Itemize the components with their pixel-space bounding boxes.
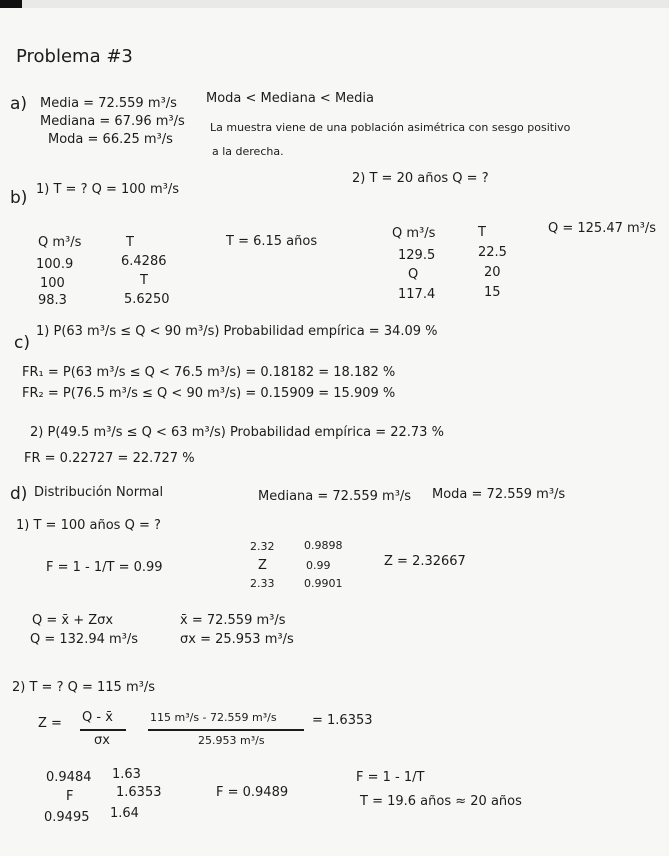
f-table-row2-z: 1.6353 [116, 785, 162, 800]
c1-probability: 1) P(63 m³/s ≤ Q < 90 m³/s) Probabilidad empírica = 34.09 % [36, 324, 438, 339]
d-moda: Moda = 72.559 m³/s [432, 487, 566, 502]
xbar-value: x̄ = 72.559 m³/s [180, 613, 286, 628]
z-table-row2-f: 0.99 [306, 559, 331, 572]
d-heading: Distribución Normal [34, 485, 164, 500]
b1-row2-q: 100 [40, 276, 65, 291]
z-result: Z = 2.32667 [384, 554, 466, 569]
b2-header: 2) T = 20 años Q = ? [352, 171, 489, 186]
d1-f-equation: F = 1 - 1/T = 0.99 [46, 560, 163, 575]
d-mediana: Mediana = 72.559 m³/s [258, 489, 412, 504]
f-result: F = 0.9489 [216, 785, 289, 800]
f-table-row1-f: 0.9484 [46, 770, 92, 785]
c2-probability: 2) P(49.5 m³/s ≤ Q < 63 m³/s) Probabilidad empírica = 22.73 % [30, 425, 444, 440]
b2-result: Q = 125.47 m³/s [548, 221, 657, 236]
ink-mark [0, 0, 22, 8]
sigma-value: σx = 25.953 m³/s [180, 632, 294, 647]
asymmetry-note-line2: a la derecha. [212, 145, 284, 158]
b2-row1-t: 22.5 [478, 245, 507, 260]
d2-header: 2) T = ? Q = 115 m³/s [12, 680, 155, 695]
b1-row1-q: 100.9 [36, 257, 74, 272]
page-top-edge [0, 0, 669, 8]
z-eq-denominator: σx [94, 733, 110, 748]
b1-result: T = 6.15 años [226, 234, 318, 249]
t-result: T = 19.6 años ≈ 20 años [360, 794, 522, 809]
b2-row2-q: Q [408, 267, 419, 282]
media-value: Media = 72.559 m³/s [40, 96, 177, 111]
z-eq-value: = 1.6353 [312, 713, 373, 728]
c2-fr: FR = 0.22727 = 22.727 % [24, 451, 195, 466]
b1-col-t: T [126, 235, 134, 250]
section-a-label: a) [10, 94, 28, 114]
z-table-row2-z: Z [258, 558, 267, 573]
moda-value: Moda = 66.25 m³/s [48, 132, 173, 147]
b2-row3-t: 15 [484, 285, 501, 300]
b2-row2-t: 20 [484, 265, 501, 280]
section-d-label: d) [10, 484, 28, 504]
f-table-row1-z: 1.63 [112, 767, 141, 782]
f-table-row3-z: 1.64 [110, 806, 139, 821]
z-table-row1-z: 2.32 [250, 540, 275, 553]
z-table-row3-f: 0.9901 [304, 577, 343, 590]
fraction-bar-values [148, 729, 304, 731]
mediana-value: Mediana = 67.96 m³/s [40, 114, 185, 129]
central-tendency-relation: Moda < Mediana < Media [206, 91, 374, 106]
c1-fr1: FR₁ = P(63 m³/s ≤ Q < 76.5 m³/s) = 0.18182 = 18.182 % [22, 365, 396, 380]
page-title: Problema #3 [16, 46, 133, 67]
b1-row3-q: 98.3 [38, 293, 67, 308]
b2-row1-q: 129.5 [398, 248, 436, 263]
b2-col-t: T [478, 225, 486, 240]
b2-col-q: Q m³/s [392, 226, 436, 241]
z-eq-numerator: Q - x̄ [82, 710, 113, 725]
z-eq-denominator-values: 25.953 m³/s [198, 734, 265, 747]
q-formula: Q = x̄ + Zσx [32, 613, 114, 628]
b1-header: 1) T = ? Q = 100 m³/s [36, 182, 179, 197]
d1-header: 1) T = 100 años Q = ? [16, 518, 161, 533]
z-table-row1-f: 0.9898 [304, 539, 343, 552]
section-b-label: b) [10, 188, 28, 208]
asymmetry-note-line1: La muestra viene de una población asimétrica con sesgo positivo [210, 121, 571, 134]
b1-row3-t: 5.6250 [124, 292, 170, 307]
f-table-row3-f: 0.9495 [44, 810, 90, 825]
b1-col-q: Q m³/s [38, 235, 82, 250]
q-result: Q = 132.94 m³/s [30, 632, 139, 647]
b1-row1-t: 6.4286 [121, 254, 167, 269]
fraction-bar [80, 729, 126, 731]
b2-row3-q: 117.4 [398, 287, 436, 302]
z-eq-numerator-values: 115 m³/s - 72.559 m³/s [150, 711, 277, 724]
b1-row2-t: T [140, 273, 148, 288]
f-table-row2-f: F [66, 789, 74, 804]
section-c-label: c) [14, 333, 30, 353]
c1-fr2: FR₂ = P(76.5 m³/s ≤ Q < 90 m³/s) = 0.15909 = 15.909 % [22, 386, 396, 401]
z-table-row3-z: 2.33 [250, 577, 275, 590]
z-equation-lhs: Z = [38, 716, 62, 731]
f-definition: F = 1 - 1/T [356, 770, 425, 785]
